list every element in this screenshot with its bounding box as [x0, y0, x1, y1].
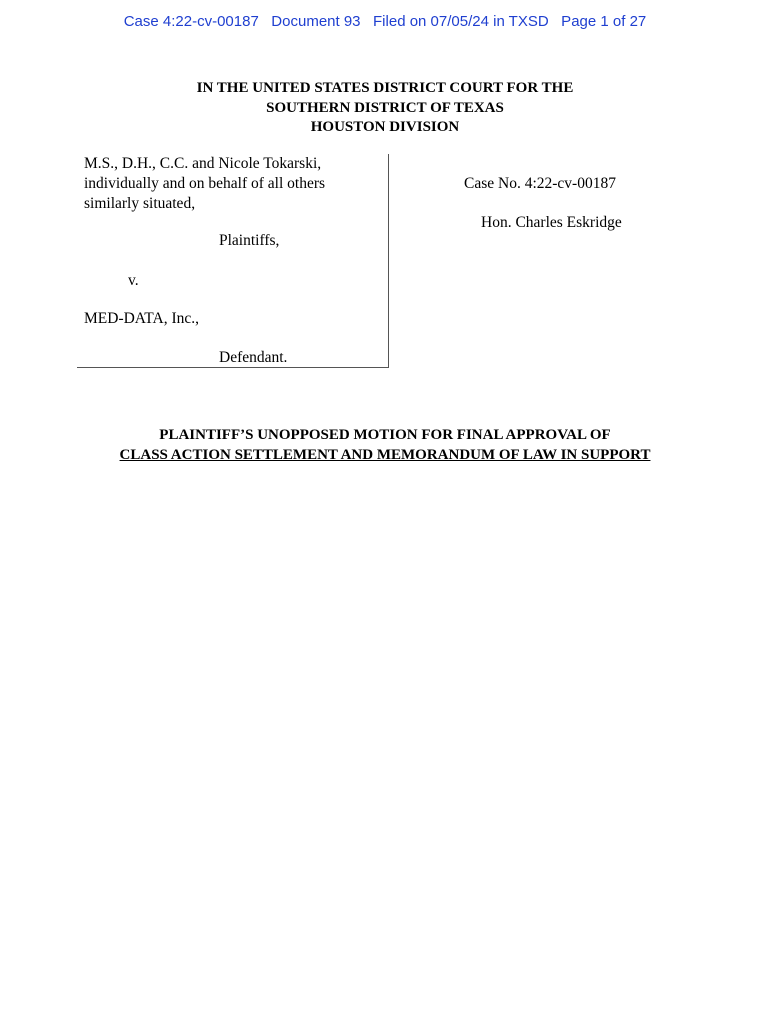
motion-title-line-2: CLASS ACTION SETTLEMENT AND MEMORANDUM OF LAW IN SUPPORT — [119, 446, 651, 463]
motion-title-line-1: PLAINTIFF’S UNOPPOSED MOTION FOR FINAL APPROVAL OF — [159, 427, 611, 443]
versus-label: v. — [128, 272, 139, 289]
plaintiffs-label: Plaintiffs, — [219, 232, 280, 249]
motion-title — [0, 426, 770, 465]
court-heading — [0, 79, 770, 138]
court-heading-line-3: HOUSTON DIVISION — [310, 119, 460, 135]
defendant-label: Defendant. — [219, 349, 288, 366]
filing-header-stamp: Case 4:22-cv-00187 Document 93 Filed on 07/05/24 in TXSD Page 1 of 27 — [123, 13, 647, 30]
court-heading-line-2: SOUTHERN DISTRICT OF TEXAS — [266, 99, 504, 116]
plaintiffs-line-3: similarly situated, — [84, 195, 196, 212]
plaintiffs-line-1: M.S., D.H., C.C. and Nicole Tokarski, — [84, 155, 322, 172]
case-caption-parties — [77, 154, 389, 368]
plaintiffs-line-2: individually and on behalf of all others — [84, 175, 326, 192]
plaintiffs-names — [84, 154, 325, 214]
case-number: Case No. 4:22-cv-00187 — [464, 175, 616, 192]
court-heading-line-1: IN THE UNITED STATES DISTRICT COURT FOR THE — [196, 80, 574, 96]
judge-name: Hon. Charles Eskridge — [481, 214, 622, 231]
defendant-name: MED-DATA, Inc., — [84, 310, 199, 327]
